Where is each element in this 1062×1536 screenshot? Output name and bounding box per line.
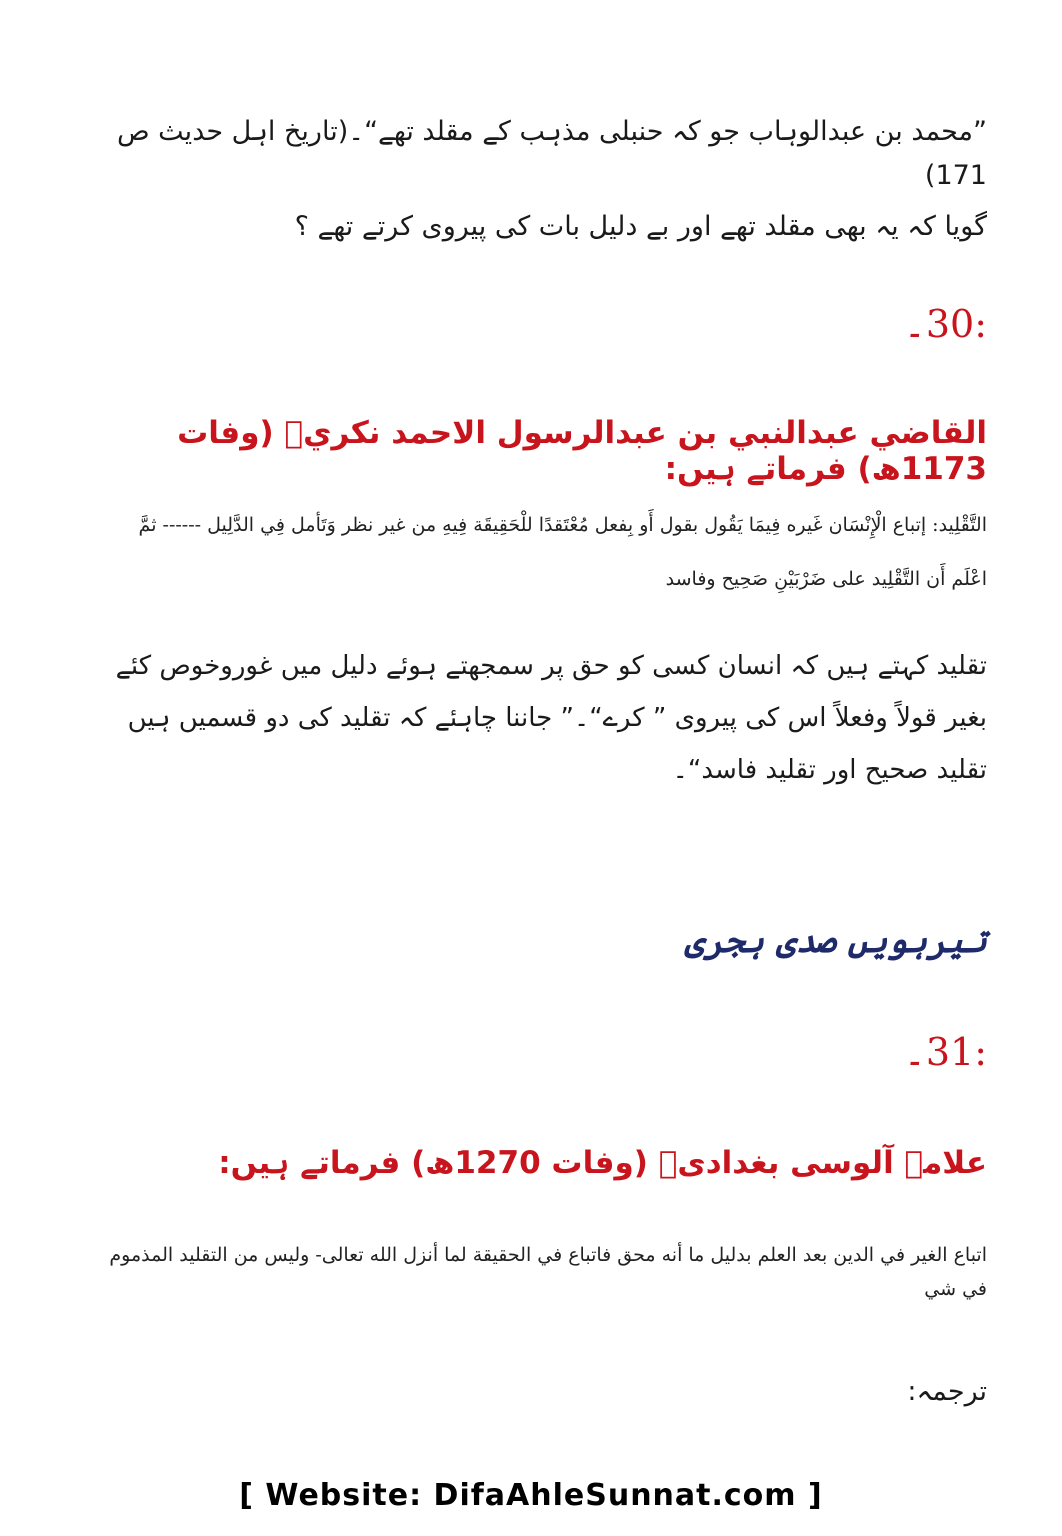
- item-number-30: :30۔: [903, 302, 987, 346]
- section-30-heading: القاضي عبدالنبي بن عبدالرسول الاحمد نكريؒ (وفات 1173ھ) فرماتے ہیں:: [177, 415, 987, 487]
- arabic-quote-line-2: اعْلَم أَن التَّقْلِيد على ضَرْبَيْنِ صَحِيح وفاسد: [665, 568, 987, 590]
- arabic-quote-31: اتباع الغير في الدين بعد العلم بدليل ما أنه محق فاتباع في الحقيقة لما أنزل الله تعالى- وليس من التقليد المذموم في شي: [109, 1244, 987, 1300]
- quote-paragraph: ”محمد بن عبدالوہاب جو کہ حنبلی مذہب کے مقلد تھے“۔(تاریخ اہل حدیث ص 171): [116, 116, 987, 191]
- question-paragraph: گویا کہ یہ بھی مقلد تھے اور بے دلیل بات کی پیروی کرتے تھے ؟: [294, 211, 987, 242]
- website-footer: [ Website: DifaAhleSunnat.com ]: [239, 1478, 823, 1513]
- translation-label: ترجمہ:: [907, 1376, 987, 1407]
- century-heading: تیرہویں صدی ہجری: [684, 921, 987, 961]
- section-31-heading: علامہ آلوسی بغدادیؒ (وفات 1270ھ) فرماتے ہیں:: [218, 1145, 987, 1181]
- urdu-translation-30: تقلید کہتے ہیں کہ انسان کسی کو حق پر سمجھتے ہوئے دلیل میں غوروخوص کئے بغیر قولاً وفعلاً اس کی پیروی ” کرے“۔” جاننا چاہئے کہ تقلید کی دو قسمیں ہیں تقلید صحیح اور تقلید فاسد“۔: [115, 651, 987, 785]
- arabic-quote-line-1: التَّقْلِيد: إتباع الْإِنْسَان غَيره فِيمَا يَقُول بقول أَو بِفعل مُعْتَقدًا للْحَقِيقَة فِيهِ من غير نظر وَتَأمل فِي الدَّلِيل ------ ثمَّ: [138, 514, 987, 536]
- item-number-31: :31۔: [903, 1030, 987, 1074]
